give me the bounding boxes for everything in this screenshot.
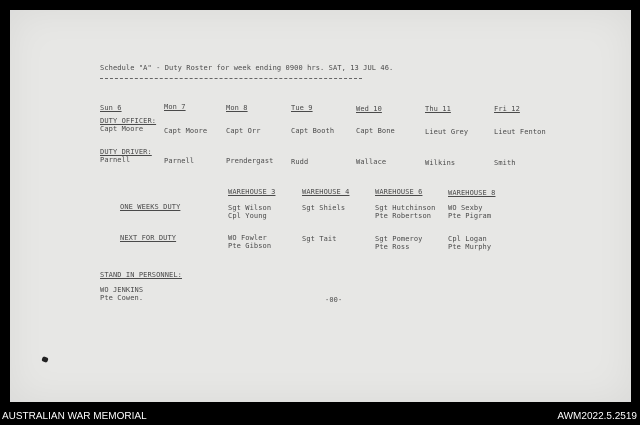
day-header-6: Thu 11 bbox=[425, 105, 451, 113]
day-header-5: Wed 10 bbox=[356, 105, 382, 113]
day-header-4: Tue 9 bbox=[291, 104, 313, 112]
stand-in-label: STAND IN PERSONNEL: bbox=[100, 271, 182, 279]
stand-in-2: Pte Cowen. bbox=[100, 294, 144, 302]
duty-officer-label: DUTY OFFICER: bbox=[100, 117, 157, 125]
next-for-duty-wh6-line2: Pte Ross bbox=[375, 243, 410, 251]
duty-driver-5: Wallace bbox=[356, 158, 387, 166]
day-header-3: Mon 8 bbox=[226, 104, 248, 112]
heading-rule bbox=[100, 78, 362, 79]
duty-officer-4: Capt Booth bbox=[291, 127, 335, 135]
footer-institution: AUSTRALIAN WAR MEMORIAL bbox=[2, 411, 147, 422]
page-marker: -00- bbox=[325, 296, 343, 304]
next-for-duty-label: NEXT FOR DUTY bbox=[120, 234, 177, 242]
duty-officer-1: Capt Moore bbox=[100, 125, 144, 133]
duty-driver-6: Wilkins bbox=[425, 159, 456, 167]
one-weeks-duty-wh6-line1: Sgt Hutchinson bbox=[375, 204, 436, 212]
day-header-7: Fri 12 bbox=[494, 105, 520, 113]
duty-officer-2: Capt Moore bbox=[164, 127, 208, 135]
duty-driver-4: Rudd bbox=[291, 158, 309, 166]
next-for-duty-wh8-line2: Pte Murphy bbox=[448, 243, 492, 251]
next-for-duty-wh4-line1: Sgt Tait bbox=[302, 235, 337, 243]
one-weeks-duty-wh3-line1: Sgt Wilson bbox=[228, 204, 272, 212]
duty-officer-5: Capt Bone bbox=[356, 127, 395, 135]
day-header-1: Sun 6 bbox=[100, 104, 122, 112]
duty-driver-1: Parnell bbox=[100, 156, 131, 164]
one-weeks-duty-wh8-line2: Pte Pigram bbox=[448, 212, 492, 220]
duty-driver-label: DUTY DRIVER: bbox=[100, 148, 152, 156]
warehouse-header-3: WAREHOUSE 6 bbox=[375, 188, 423, 196]
next-for-duty-wh3-line1: WO Fowler bbox=[228, 234, 267, 242]
next-for-duty-wh6-line1: Sgt Pomeroy bbox=[375, 235, 423, 243]
warehouse-header-4: WAREHOUSE 8 bbox=[448, 189, 496, 197]
one-weeks-duty-wh3-line2: Cpl Young bbox=[228, 212, 267, 220]
next-for-duty-wh8-line1: Cpl Logan bbox=[448, 235, 487, 243]
one-weeks-duty-wh8-line1: WO Sexby bbox=[448, 204, 483, 212]
duty-driver-7: Smith bbox=[494, 159, 516, 167]
duty-officer-3: Capt Orr bbox=[226, 127, 261, 135]
duty-driver-3: Prendergast bbox=[226, 157, 274, 165]
next-for-duty-wh3-line2: Pte Gibson bbox=[228, 242, 272, 250]
one-weeks-duty-wh6-line2: Pte Robertson bbox=[375, 212, 432, 220]
duty-officer-6: Lieut Grey bbox=[425, 128, 469, 136]
duty-driver-2: Parnell bbox=[164, 157, 195, 165]
duty-officer-7: Lieut Fenton bbox=[494, 128, 546, 136]
warehouse-header-1: WAREHOUSE 3 bbox=[228, 188, 276, 196]
stand-in-1: WO JENKINS bbox=[100, 286, 144, 294]
footer-accession-number: AWM2022.5.2519 bbox=[557, 411, 637, 422]
one-weeks-duty-wh4-line1: Sgt Shiels bbox=[302, 204, 346, 212]
warehouse-header-2: WAREHOUSE 4 bbox=[302, 188, 350, 196]
day-header-2: Mon 7 bbox=[164, 103, 186, 111]
roster-heading: Schedule "A" - Duty Roster for week ending 0900 hrs. SAT, 13 JUL 46. bbox=[100, 64, 394, 72]
one-weeks-duty-label: ONE WEEKS DUTY bbox=[120, 203, 181, 211]
